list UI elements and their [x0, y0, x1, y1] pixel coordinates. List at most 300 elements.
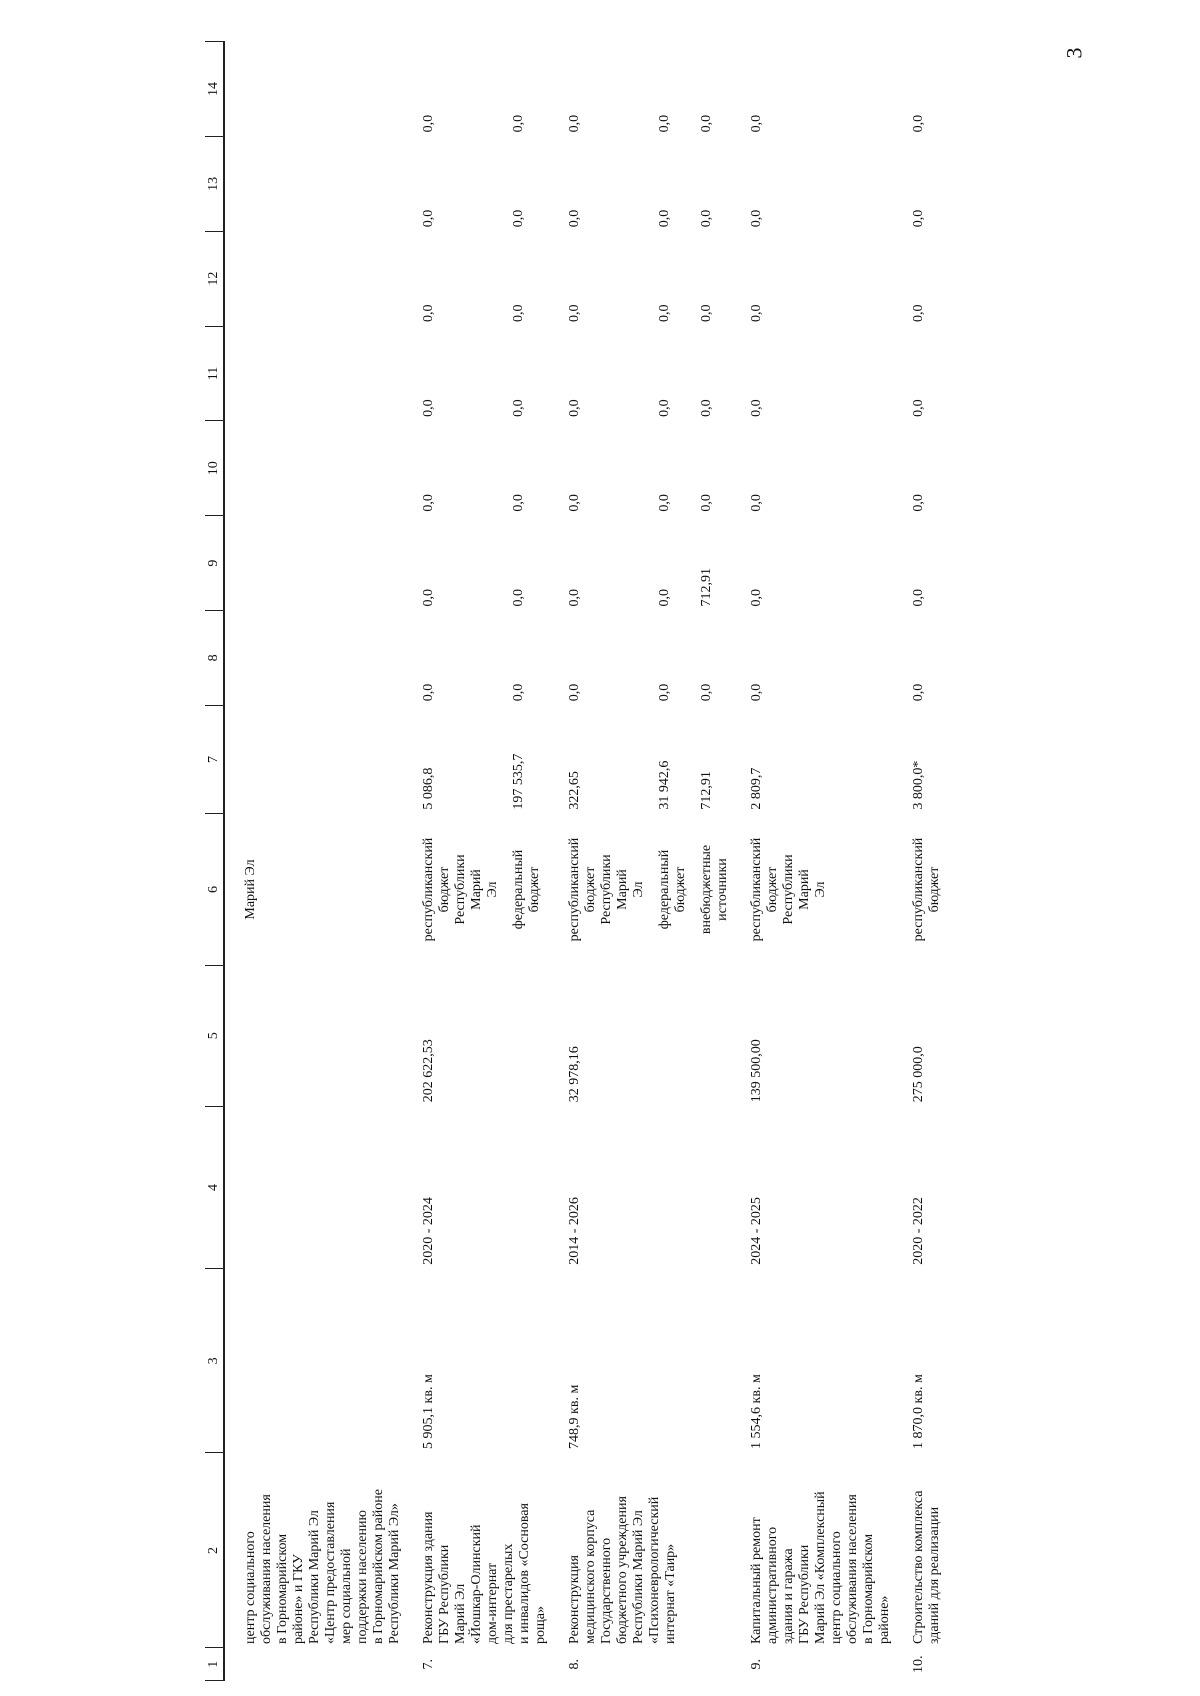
amount [731, 326, 893, 421]
amount-spacer [813, 140, 829, 227]
amount-value: 0,0 [421, 209, 436, 228]
source-gap [501, 46, 511, 133]
amount-value: 0,0 [421, 494, 436, 512]
amount-value: 31 942,6 [657, 760, 672, 810]
table-row [403, 42, 549, 1681]
funding-source-word: Эл [485, 881, 500, 898]
amount [549, 610, 731, 705]
amount-value: 0,0 [911, 494, 926, 512]
amount [893, 136, 943, 231]
amount-value: 0,0 [567, 209, 582, 228]
amount-spacer [485, 46, 501, 133]
amount [224, 610, 403, 705]
source-gap [647, 520, 657, 607]
amount-block [699, 709, 731, 809]
amount-spacer [599, 520, 615, 607]
amount [893, 610, 943, 705]
amount [224, 42, 403, 137]
table-row [549, 42, 731, 1681]
amount-spacer [813, 425, 829, 512]
amount-spacer [715, 330, 731, 417]
table-row-continuation [224, 42, 403, 1681]
amount-block [421, 520, 501, 607]
amount [403, 42, 549, 137]
amount-spacer [453, 46, 469, 133]
amount-spacer [927, 46, 943, 133]
object-name-line: Республики Марий Эл [631, 1510, 646, 1644]
amount-spacer [599, 235, 615, 322]
amount-spacer [673, 709, 689, 809]
object-name-line: «Центр предоставления [323, 1501, 338, 1644]
source-gap [501, 709, 511, 809]
amount-value: 197 535,7 [511, 753, 526, 810]
amount-block [911, 709, 943, 809]
amount-spacer [631, 425, 647, 512]
object-name-line: дом-интернат [485, 1562, 500, 1644]
amount-spacer [583, 330, 599, 417]
amount-value: 0,0 [749, 209, 764, 228]
amount-value: 0,0 [749, 588, 764, 607]
amount-block [511, 425, 543, 512]
amount [731, 42, 893, 137]
column-number: 12 [205, 231, 224, 326]
amount-block [657, 709, 689, 809]
column-number: 6 [205, 814, 224, 966]
amount-spacer [797, 235, 813, 322]
amount-spacer [715, 614, 731, 701]
column-number: 8 [205, 610, 224, 705]
source-gap [501, 425, 511, 512]
amount-spacer [765, 46, 781, 133]
source-gap [689, 330, 699, 417]
source-gap [689, 235, 699, 322]
amount-value: 0,0 [749, 399, 764, 417]
amount-value: 712,91 [699, 771, 714, 810]
funding-source [511, 818, 543, 962]
column-number: 3 [205, 1269, 224, 1453]
object-name [893, 1453, 943, 1648]
estimated-cost: 139 500,00 [749, 1039, 764, 1103]
source-gap [501, 235, 511, 322]
amount-spacer [453, 709, 469, 809]
amount-value: 0,0 [657, 209, 672, 228]
amount-spacer [765, 425, 781, 512]
amount-spacer [485, 140, 501, 227]
amount-value: 0,0 [911, 683, 926, 702]
object-name-line: районе» и ГКУ [291, 1554, 306, 1644]
amount-block [699, 520, 731, 607]
amount-value: 3 800,0* [911, 760, 926, 810]
funding-source-word: Эл [813, 881, 828, 898]
capacity: 5 905,1 кв. м [421, 1374, 436, 1449]
column-number: 4 [205, 1106, 224, 1269]
amount-block [421, 235, 501, 322]
amount-spacer [813, 46, 829, 133]
object-name-line: Реконструкция [567, 1555, 582, 1644]
amount-spacer [781, 140, 797, 227]
amount-spacer [797, 709, 813, 809]
estimated-cost: 275 000,0 [911, 1046, 926, 1103]
source-gap [647, 235, 657, 322]
object-name-line: в Горномарийском районе [371, 1489, 386, 1644]
funding-sources [403, 814, 549, 966]
object-name-line: бюджетного учреждения [615, 1496, 630, 1644]
amount-block [657, 46, 689, 133]
funding-source-word: бюджет [765, 866, 780, 913]
amount-value: 0,0 [699, 399, 714, 417]
amount-spacer [765, 614, 781, 701]
amount [731, 610, 893, 705]
object-name-line: ГБУ Республики [797, 1544, 812, 1644]
amount-value: 0,0 [657, 494, 672, 512]
amount-spacer [599, 425, 615, 512]
amount-spacer [599, 614, 615, 701]
amount-block [657, 614, 689, 701]
amount-spacer [437, 330, 453, 417]
amount-spacer [453, 425, 469, 512]
amount-spacer [765, 520, 781, 607]
amount-spacer [485, 235, 501, 322]
amount-spacer [765, 330, 781, 417]
object-name [224, 1453, 403, 1648]
amount [893, 231, 943, 326]
row-number [224, 1648, 403, 1681]
object-name-line: и инвалидов «Сосновая [517, 1503, 532, 1644]
funding-source-word: Республики [599, 854, 614, 925]
amount-value: 322,65 [567, 771, 582, 810]
amount [893, 516, 943, 611]
object-name-line: роща» [533, 1606, 548, 1644]
amount-spacer [469, 235, 485, 322]
amount-value: 0,0 [511, 209, 526, 228]
column-number-header [205, 42, 224, 1681]
source-gap [689, 520, 699, 607]
amount-spacer [599, 140, 615, 227]
object-name-line: районе» [877, 1595, 892, 1644]
amount-block [511, 709, 543, 809]
amount-spacer [927, 235, 943, 322]
object-name-line: центр социального [243, 1531, 258, 1644]
amount-block [699, 140, 731, 227]
amount-spacer [615, 46, 631, 133]
amount-spacer [797, 520, 813, 607]
amount-value: 0,0 [421, 114, 436, 133]
funding-sources [893, 814, 943, 966]
table-body [224, 42, 943, 1681]
amount-spacer [437, 709, 453, 809]
row-number: 9. [749, 1659, 764, 1670]
amount-spacer [797, 614, 813, 701]
amount-block [749, 330, 829, 417]
amount-spacer [765, 140, 781, 227]
amount-block [749, 614, 829, 701]
source-gap [647, 818, 657, 962]
amount [549, 421, 731, 516]
amount-spacer [631, 330, 647, 417]
amount-block [421, 330, 501, 417]
capacity: 1 870,0 кв. м [911, 1374, 926, 1449]
amount-spacer [615, 330, 631, 417]
amount [731, 705, 893, 813]
amount-value: 0,0 [749, 683, 764, 702]
amount-spacer [527, 614, 543, 701]
amount-value: 0,0 [911, 304, 926, 323]
amount-spacer [781, 330, 797, 417]
amount-block [511, 614, 543, 701]
amount-spacer [715, 709, 731, 809]
source-gap [689, 818, 699, 962]
column-number: 13 [205, 136, 224, 231]
amount-spacer [469, 614, 485, 701]
amount-spacer [765, 709, 781, 809]
amount-block [911, 46, 943, 133]
source-gap [689, 614, 699, 701]
row-number: 7. [421, 1659, 436, 1670]
object-name [403, 1453, 549, 1648]
object-name-line: Реконструкция здания [421, 1511, 436, 1644]
source-gap [689, 425, 699, 512]
amount-spacer [927, 425, 943, 512]
funding-source-word: источники [715, 858, 730, 921]
amount [403, 136, 549, 231]
object-name-line: зданий для реализации [927, 1506, 942, 1644]
amount-block [657, 330, 689, 417]
amount-block [911, 140, 943, 227]
amount [403, 421, 549, 516]
amount-spacer [527, 520, 543, 607]
amount-spacer [527, 46, 543, 133]
amount-spacer [469, 46, 485, 133]
amount-value: 0,0 [421, 683, 436, 702]
object-name-line: Республики Марий Эл [307, 1510, 322, 1644]
column-number: 1 [205, 1648, 224, 1681]
capacity: 748,9 кв. м [567, 1384, 582, 1449]
amount-value: 0,0 [421, 304, 436, 323]
amount-spacer [813, 330, 829, 417]
funding-source-word: бюджет [927, 866, 942, 913]
amount-value: 0,0 [699, 494, 714, 512]
column-number: 11 [205, 326, 224, 421]
amount-value: 0,0 [699, 114, 714, 133]
program-table [205, 41, 943, 1681]
amount-value: 0,0 [511, 399, 526, 417]
amount-value: 0,0 [657, 588, 672, 607]
amount [224, 705, 403, 813]
amount-block [911, 520, 943, 607]
amount-value: 0,0 [911, 114, 926, 133]
amount-spacer [437, 425, 453, 512]
amount-spacer [583, 46, 599, 133]
column-number: 5 [205, 965, 224, 1106]
amount-block [911, 235, 943, 322]
funding-source-word: Марий [797, 869, 812, 910]
amount [403, 705, 549, 813]
amount-spacer [927, 709, 943, 809]
amount [224, 231, 403, 326]
object-name-line: центр социального [829, 1531, 844, 1644]
amount-block [699, 46, 731, 133]
amount-block [699, 614, 731, 701]
amount-spacer [437, 520, 453, 607]
amount-spacer [631, 140, 647, 227]
amount-spacer [631, 520, 647, 607]
amount-value: 0,0 [657, 683, 672, 702]
amount-spacer [469, 709, 485, 809]
object-name-line: здания и гаража [781, 1548, 796, 1644]
amount-spacer [615, 425, 631, 512]
amount-value: 0,0 [911, 588, 926, 607]
object-name-line: обслуживания населения [259, 1494, 274, 1644]
amount-spacer [453, 614, 469, 701]
source-gap [501, 520, 511, 607]
amount [403, 326, 549, 421]
amount-spacer [813, 709, 829, 809]
amount [403, 231, 549, 326]
object-name-line: в Горномарийском [275, 1533, 290, 1644]
amount-value: 0,0 [911, 209, 926, 228]
amount-block [749, 520, 829, 607]
amount-block [567, 235, 647, 322]
period: 2024 - 2025 [749, 1197, 764, 1265]
amount [549, 705, 731, 813]
amount-block [699, 330, 731, 417]
amount [549, 42, 731, 137]
amount-spacer [469, 330, 485, 417]
amount-block [657, 520, 689, 607]
period: 2014 - 2026 [567, 1197, 582, 1265]
column-number: 9 [205, 516, 224, 611]
amount-spacer [673, 330, 689, 417]
funding-source-word: бюджет [673, 866, 688, 913]
amount-block [421, 614, 501, 701]
amount-spacer [781, 425, 797, 512]
page-number: 3 [1061, 47, 1087, 59]
amount-block [749, 140, 829, 227]
amount-spacer [527, 140, 543, 227]
amount-spacer [673, 425, 689, 512]
amount-block [567, 614, 647, 701]
amount-value: 0,0 [657, 114, 672, 133]
object-name-line: для престарелых [501, 1543, 516, 1644]
amount-block [699, 425, 731, 512]
amount-block [421, 709, 501, 809]
amount-block [749, 425, 829, 512]
source-gap [647, 709, 657, 809]
amount [224, 421, 403, 516]
funding-source-word: республиканский [911, 837, 926, 942]
object-name-line: административного [765, 1526, 780, 1644]
amount-value: 0,0 [567, 683, 582, 702]
amount-spacer [715, 425, 731, 512]
object-name-line: Республики Марий Эл» [387, 1503, 402, 1644]
column-number: 10 [205, 421, 224, 516]
amount-spacer [797, 46, 813, 133]
amount-spacer [813, 520, 829, 607]
amount-spacer [813, 614, 829, 701]
amount-value: 0,0 [657, 399, 672, 417]
funding-source: Марий Эл [243, 859, 258, 920]
amount-spacer [527, 709, 543, 809]
amount-block [749, 46, 829, 133]
amount-value: 0,0 [567, 494, 582, 512]
amount [549, 136, 731, 231]
amount-spacer [927, 140, 943, 227]
amount-block [567, 425, 647, 512]
amount-spacer [715, 46, 731, 133]
amount-spacer [927, 330, 943, 417]
amount-value: 5 086,8 [421, 767, 436, 810]
amount-block [657, 140, 689, 227]
amount-spacer [615, 614, 631, 701]
amount-spacer [583, 235, 599, 322]
amount-spacer [715, 140, 731, 227]
amount-block [567, 46, 647, 133]
amount-spacer [797, 330, 813, 417]
object-name-line: ГБУ Республики [437, 1544, 452, 1644]
object-name-line: в Горномарийском [861, 1533, 876, 1644]
source-gap [501, 614, 511, 701]
amount-spacer [527, 235, 543, 322]
funding-source-word: федеральный [657, 849, 672, 930]
amount-spacer [615, 140, 631, 227]
amount-value: 0,0 [567, 114, 582, 133]
amount [549, 516, 731, 611]
amount-spacer [599, 709, 615, 809]
source-gap [501, 818, 511, 962]
amount-value: 0,0 [699, 683, 714, 702]
amount-spacer [715, 520, 731, 607]
column-number: 2 [205, 1453, 224, 1648]
table-row [731, 42, 893, 1681]
funding-source [657, 818, 689, 962]
funding-source [911, 818, 943, 962]
amount-spacer [781, 614, 797, 701]
amount-block [511, 235, 543, 322]
amount-value: 0,0 [749, 304, 764, 323]
amount [731, 231, 893, 326]
object-name-line: медицинского корпуса [583, 1509, 598, 1644]
source-gap [647, 140, 657, 227]
source-gap [647, 425, 657, 512]
amount-value: 0,0 [567, 588, 582, 607]
amount-value: 0,0 [567, 304, 582, 323]
amount-spacer [813, 235, 829, 322]
amount [893, 421, 943, 516]
amount-value: 0,0 [511, 494, 526, 512]
amount-spacer [927, 520, 943, 607]
amount-spacer [485, 330, 501, 417]
funding-source-word: бюджет [437, 866, 452, 913]
estimated-cost: 32 978,16 [567, 1046, 582, 1103]
amount-spacer [453, 140, 469, 227]
amount-value: 0,0 [421, 399, 436, 417]
funding-source-word: бюджет [583, 866, 598, 913]
funding-source-word: Марий [615, 869, 630, 910]
amount-block [749, 709, 829, 809]
amount-spacer [615, 709, 631, 809]
amount-spacer [599, 330, 615, 417]
object-name-line: Государственного [599, 1537, 614, 1644]
amount-spacer [527, 330, 543, 417]
object-name-line: Капитальный ремонт [749, 1517, 764, 1644]
amount-block [511, 140, 543, 227]
amount-spacer [469, 520, 485, 607]
funding-source-word: Марий [469, 869, 484, 910]
amount-spacer [437, 235, 453, 322]
amount-block [421, 46, 501, 133]
amount-spacer [583, 520, 599, 607]
amount-spacer [673, 614, 689, 701]
